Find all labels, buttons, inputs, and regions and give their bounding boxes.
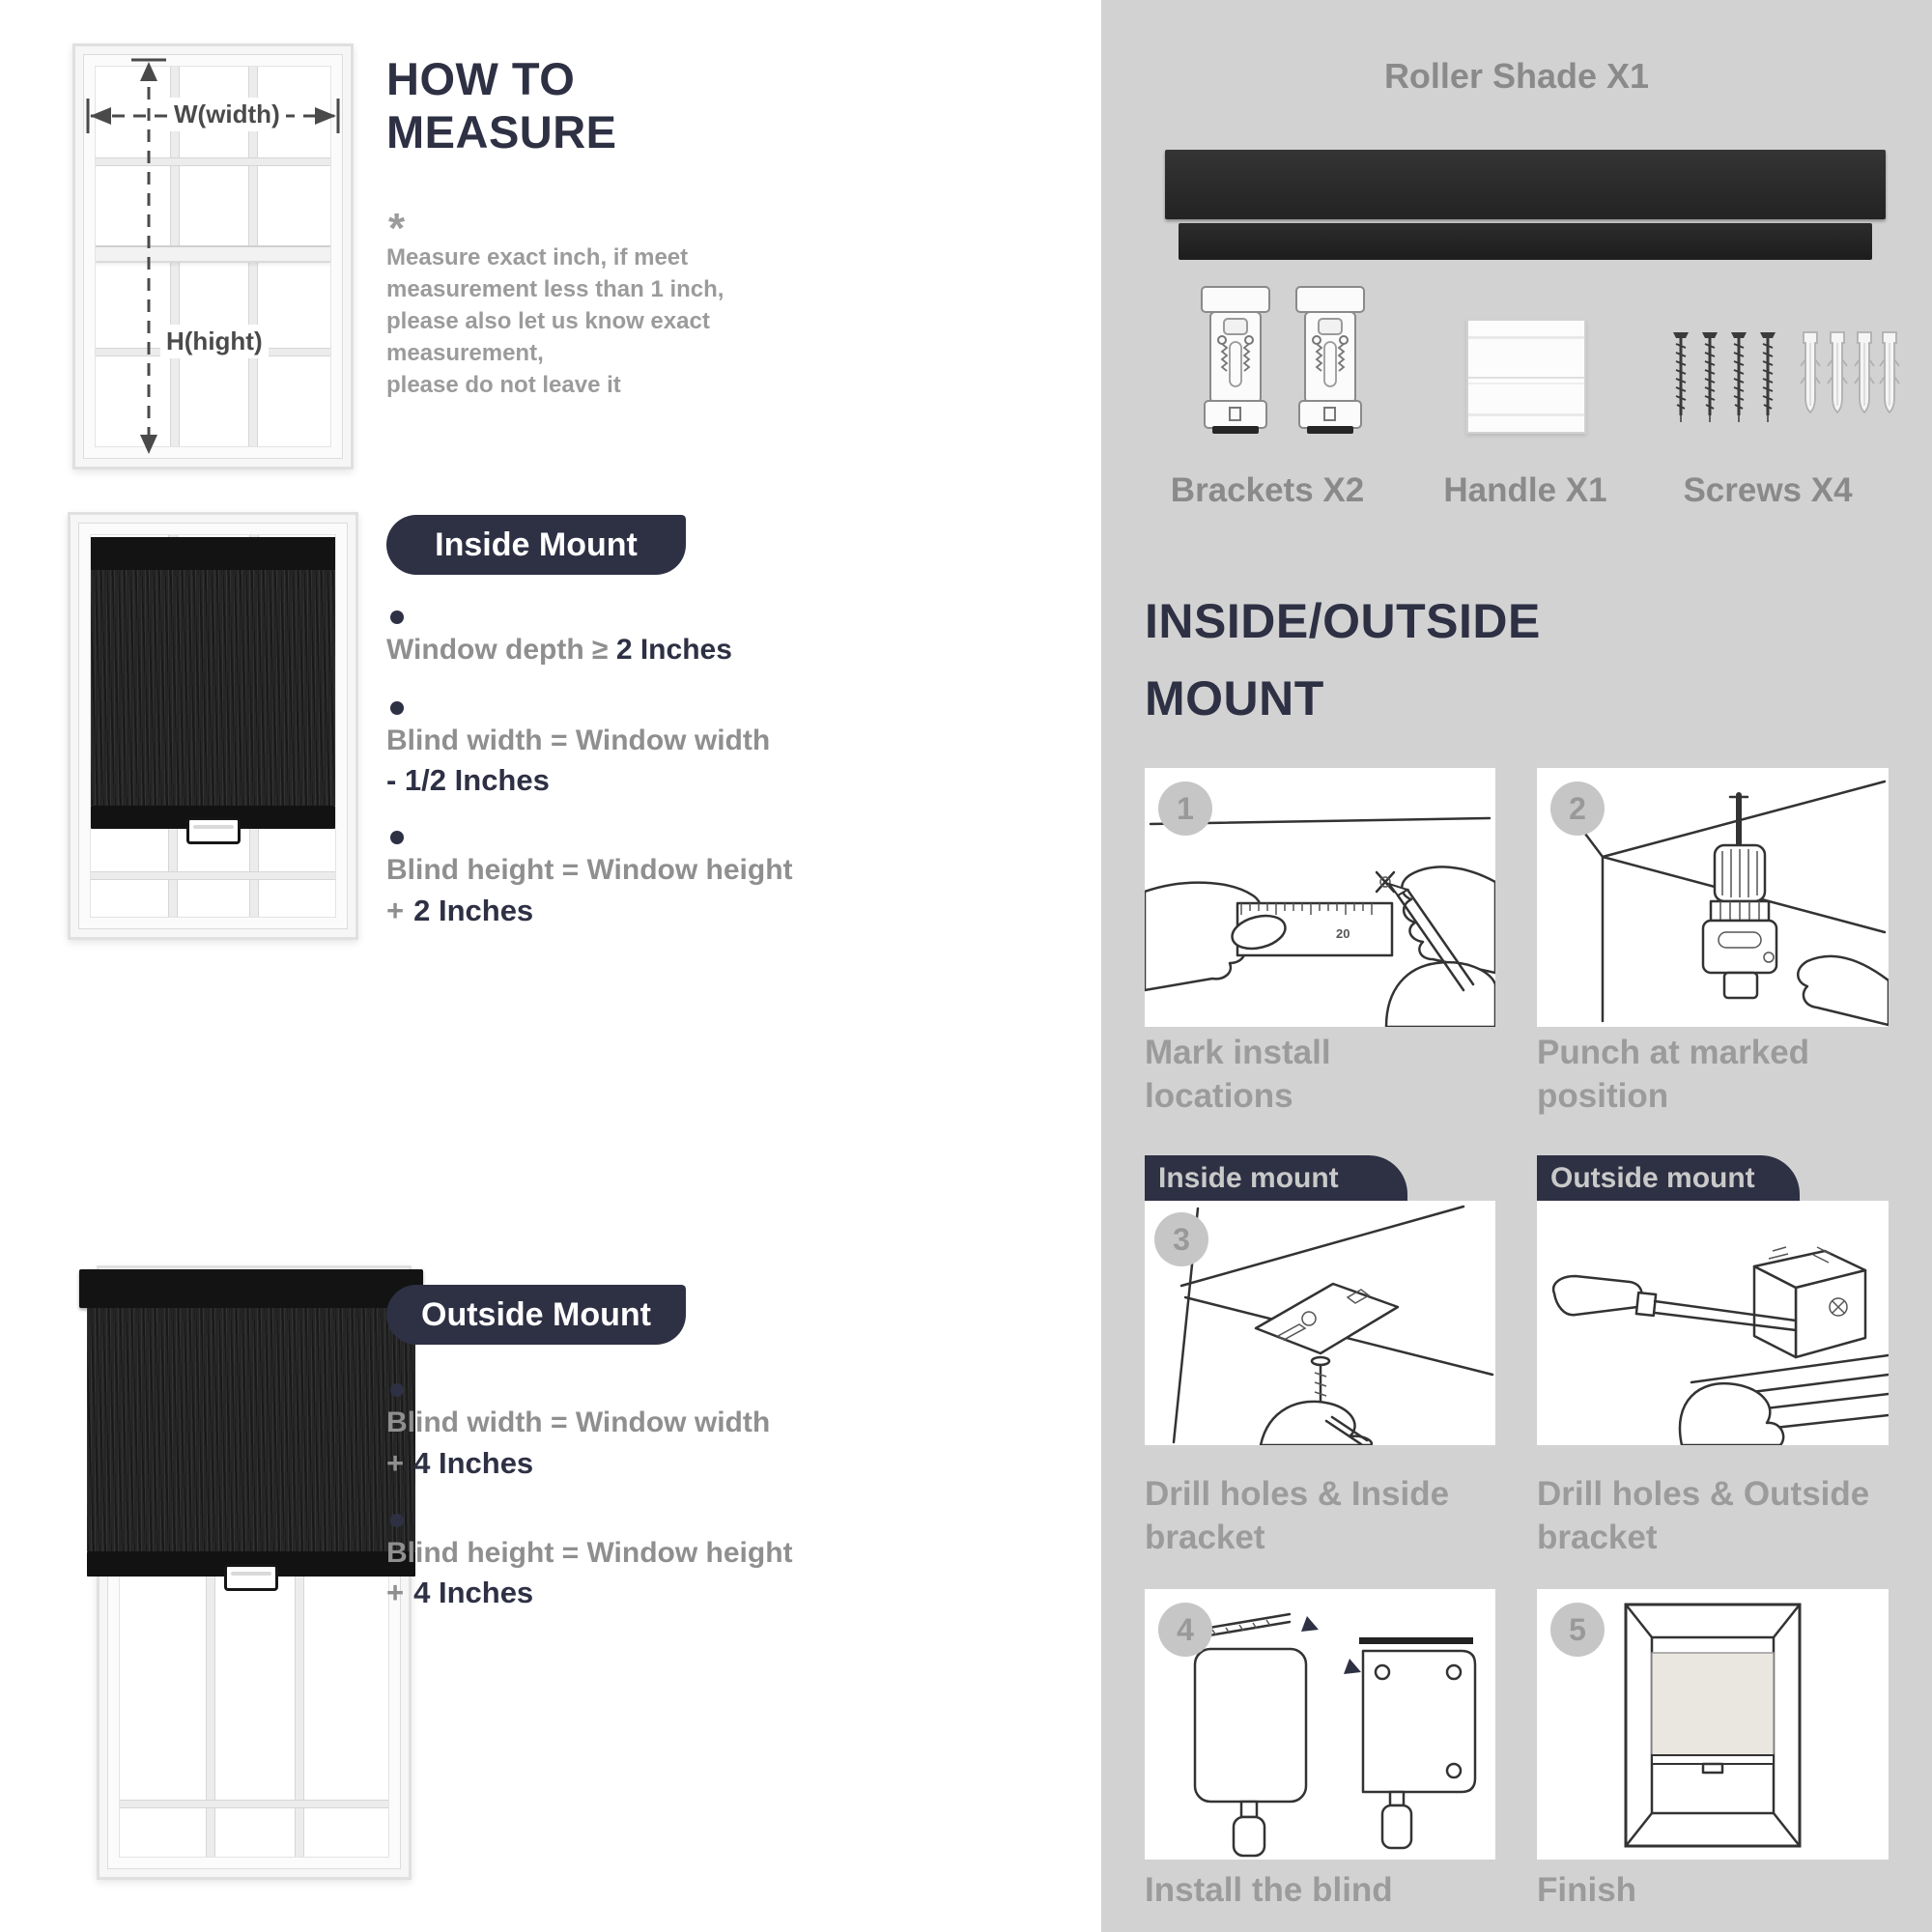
step-2-box	[1537, 768, 1889, 1027]
handle-ridge	[1468, 383, 1584, 384]
section-title-line-1: INSIDE/OUTSIDE	[1145, 594, 1541, 648]
height-label: H(hight)	[160, 325, 269, 358]
width-label: W(width)	[168, 98, 286, 131]
spec-value: 2 Inches	[413, 893, 534, 927]
svg-text:20: 20	[1336, 926, 1350, 941]
outside-mount-badge	[386, 1285, 686, 1345]
screws-label: Screws X4	[1683, 471, 1853, 509]
handle-ridge	[1468, 336, 1584, 339]
screws-illustration	[1669, 327, 1901, 428]
spec-value: 2 Inches	[615, 634, 732, 666]
bullet-icon	[390, 1514, 404, 1527]
step-number: 1	[1158, 781, 1212, 836]
title-line-2: MEASURE	[386, 105, 617, 157]
spec-value: - 1/2 Inches	[386, 763, 550, 797]
title-line-1: HOW TO	[386, 53, 576, 104]
step-5-box	[1537, 1589, 1889, 1860]
step-4-caption: Install the blind	[1145, 1871, 1393, 1909]
spec-gray: Blind height = Window height	[386, 854, 793, 887]
inside-mount-badge-label: Inside Mount	[435, 526, 638, 563]
page-title	[386, 53, 927, 159]
step-number: 4	[1158, 1603, 1212, 1657]
step-number: 2	[1550, 781, 1605, 836]
handle-illustration	[1466, 319, 1586, 434]
note-line: please do not leave it	[386, 372, 621, 399]
step-1-box	[1145, 768, 1495, 1027]
step-3-inside-box	[1145, 1201, 1495, 1445]
spec-gray: Blind height = Window height	[386, 1536, 793, 1569]
spec-gray: Blind width = Window width	[386, 724, 771, 756]
spec-operator: +	[386, 893, 405, 927]
outside-mount-step-badge-label: Outside mount	[1550, 1161, 1755, 1194]
measure-note	[386, 242, 792, 402]
spec-value: 4 Inches	[413, 1576, 534, 1610]
spec-gray: Blind width = Window width	[386, 1406, 771, 1438]
handle-label: Handle X1	[1443, 471, 1607, 509]
handle-ridge	[1468, 377, 1584, 379]
spec-gray: Window depth ≥	[386, 634, 616, 666]
inside-mount-badge	[386, 515, 686, 575]
install-panel	[1101, 0, 1932, 1932]
step-1-caption: Mark install locations	[1145, 1034, 1331, 1115]
bullet-icon	[390, 1383, 404, 1397]
roller-shade-kit-label: Roller Shade X1	[1383, 56, 1650, 96]
spec-operator: +	[386, 1576, 405, 1610]
spec-item	[386, 701, 869, 799]
window-mullion	[120, 1800, 388, 1808]
spec-operator: +	[386, 1445, 405, 1480]
step-5-caption: Finish	[1537, 1871, 1637, 1909]
note-line: measurement,	[386, 340, 544, 367]
handle-ridge	[1468, 413, 1584, 416]
step-2-caption: Punch at marked position	[1537, 1034, 1810, 1115]
note-line: please also let us know exact	[386, 308, 710, 335]
step-4-box	[1145, 1589, 1495, 1860]
step-3-outside-caption: Drill holes & Outside bracket	[1537, 1475, 1870, 1556]
brackets-illustration	[1198, 282, 1372, 441]
note-line: Measure exact inch, if meet	[386, 244, 689, 270]
brackets-label: Brackets X2	[1170, 471, 1365, 509]
outside-bracket-illustration	[1537, 1201, 1889, 1445]
spec-item	[386, 1514, 869, 1611]
window-glass	[91, 535, 335, 917]
inside-mount-window-illustration	[68, 512, 358, 940]
measure-window-illustration	[72, 43, 354, 469]
inside-mount-step-badge-label: Inside mount	[1158, 1161, 1339, 1194]
spec-item	[386, 611, 869, 668]
section-title-line-2: MOUNT	[1145, 671, 1324, 725]
step-3-inside-caption: Drill holes & Inside bracket	[1145, 1475, 1450, 1556]
spec-value: 4 Inches	[413, 1445, 534, 1480]
inside-mount-specs	[386, 611, 869, 961]
step-3-outside-box	[1537, 1201, 1889, 1445]
window-mullion	[91, 871, 335, 880]
roller-shade-fabric	[87, 1308, 415, 1551]
note-asterisk: *	[388, 205, 406, 252]
bullet-icon	[390, 831, 404, 844]
step-number: 3	[1154, 1212, 1208, 1266]
roller-shade-fabric	[91, 570, 335, 806]
step-number: 5	[1550, 1603, 1605, 1657]
roller-shade-valance	[91, 537, 335, 570]
note-line: measurement less than 1 inch,	[386, 276, 724, 303]
spec-item	[386, 831, 869, 928]
bullet-icon	[390, 701, 404, 715]
roller-shade-valance	[79, 1269, 423, 1308]
shade-handle	[224, 1564, 278, 1591]
bullet-icon	[390, 611, 404, 624]
outside-mount-specs	[386, 1383, 869, 1643]
outside-mount-badge-label: Outside Mount	[421, 1295, 651, 1333]
roller-shade-product-valance	[1165, 150, 1886, 219]
shade-handle	[186, 817, 241, 844]
inside-mount-step-badge	[1145, 1155, 1407, 1201]
outside-mount-step-badge	[1537, 1155, 1800, 1201]
roller-shade-product-roll	[1179, 223, 1872, 260]
spec-item	[386, 1383, 869, 1481]
